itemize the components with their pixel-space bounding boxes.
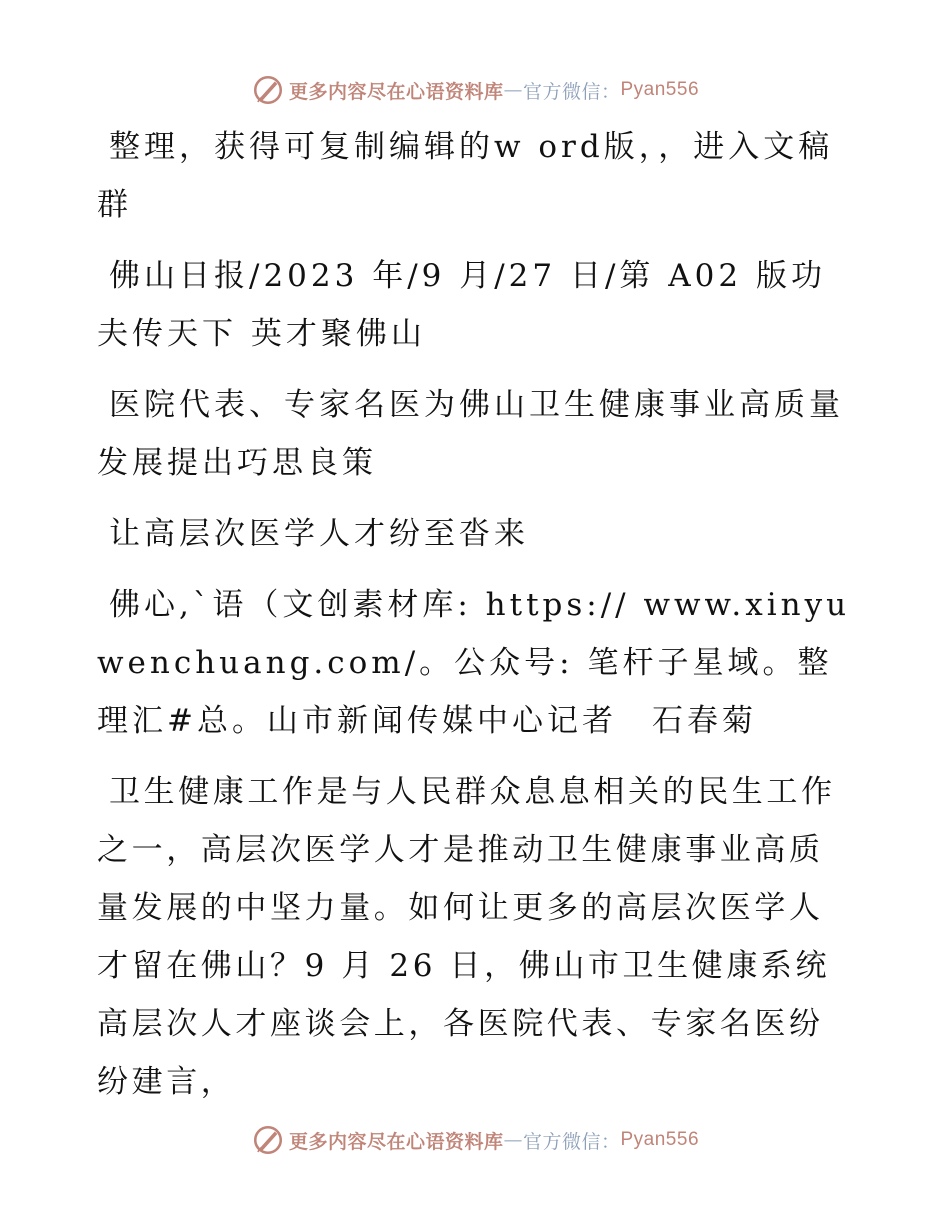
paragraph-byline: 佛心,`语（文创素材库: https:// www.xinyuwenchuang.com/。公众号: 笔杆子星域。整理汇#总。山市新闻传媒中心记者 石春菊 (97, 587, 851, 739)
banner-main-text: 更多内容尽在心语资料库 (288, 80, 504, 103)
banner-sub-text: 官方微信： (522, 1130, 621, 1153)
quill-seal-icon (251, 73, 285, 107)
footer-banner (0, 1120, 950, 1160)
banner-wechat-id: Pyan556 (620, 79, 700, 100)
banner-dash: — (503, 1129, 523, 1151)
header-banner (0, 70, 950, 110)
document-body (97, 118, 857, 1124)
paragraph-headline: 医院代表、专家名医为佛山卫生健康事业高质量发展提出巧思良策 (97, 387, 844, 481)
banner-wechat-id: Pyan556 (620, 1129, 700, 1150)
quill-seal-icon (251, 1123, 285, 1157)
banner-main-text: 更多内容尽在心语资料库 (288, 1130, 504, 1153)
paragraph-intro: 整理，获得可复制编辑的w ord版，，进入文稿群 (97, 129, 834, 223)
banner-sub-text: 官方微信： (522, 80, 621, 103)
paragraph-subheadline: 让高层次医学人才纷至沓来 (109, 516, 529, 552)
paragraph-body: 卫生健康工作是与人民群众息息相关的民生工作之一，高层次医学人才是推动卫生健康事业高质量发展的中坚力量。如何让更多的高层次医学人才留在佛山？9 月 26 日，佛山市卫生健康系统高层次人才座谈会上，各医院代表、专家名医纷纷建言， (97, 774, 836, 1100)
paragraph-source: 佛山日报/2023 年/9 月/27 日/第 A02 版功夫传天下 英才聚佛山 (97, 258, 826, 352)
banner-dash: — (503, 79, 523, 101)
